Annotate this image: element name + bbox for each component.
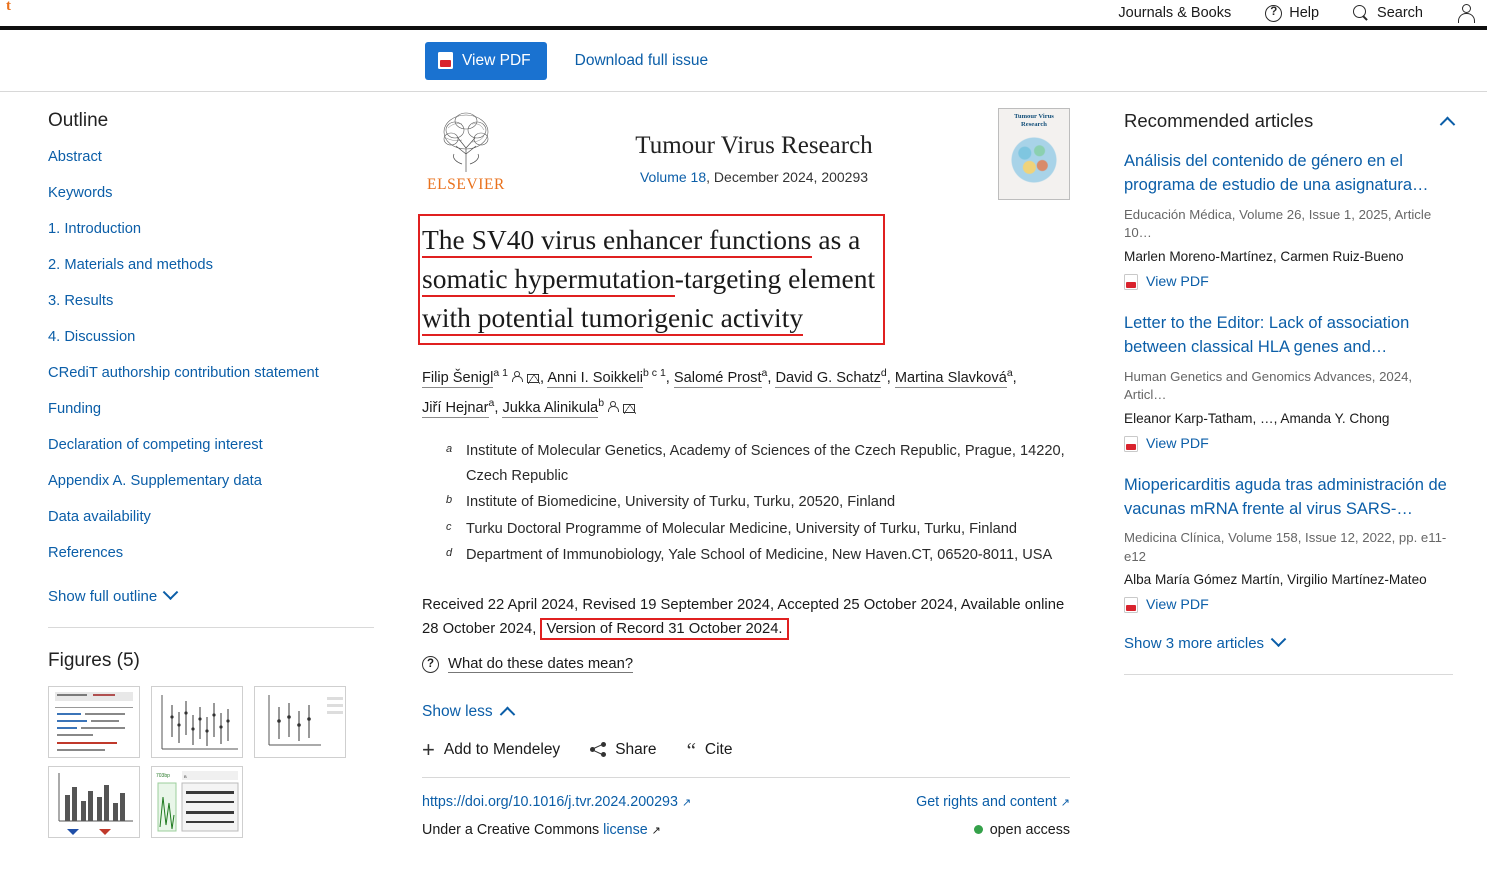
nav-help[interactable] <box>1265 5 1319 22</box>
brand-logo[interactable]: t <box>6 0 11 14</box>
author-affil-marker: d <box>880 367 887 380</box>
affiliation-text: Turku Doctoral Programme of Molecular Medicine, University of Turku, Turku, Finland <box>466 520 1017 537</box>
add-to-mendeley-button[interactable] <box>422 736 561 762</box>
author-profile-icon[interactable] <box>511 371 522 382</box>
collapse-chevron-up-icon[interactable] <box>1440 116 1456 132</box>
global-top-bar <box>0 0 1487 26</box>
license-text <box>422 822 661 838</box>
journal-title-block <box>510 108 998 185</box>
author-affil-marker: a 1 <box>493 367 508 380</box>
open-access-label: open access <box>989 821 1070 838</box>
recommended-title: Recommended articles <box>1124 110 1314 131</box>
article-title <box>422 220 875 337</box>
recommended-article-authors: Marlen Moreno-Martínez, Carmen Ruiz-Bueno <box>1124 248 1404 264</box>
figure-thumbnail-grid <box>48 686 374 838</box>
recommended-article-title[interactable]: Miopericarditis aguda tras administración de vacunas mRNA frente al virus SARS-… <box>1124 475 1447 518</box>
elsevier-tree-icon <box>426 108 506 174</box>
share-icon <box>590 742 606 757</box>
recommended-view-pdf-label: View PDF <box>1146 435 1209 452</box>
view-pdf-button[interactable] <box>425 42 547 80</box>
share-button[interactable] <box>590 741 656 759</box>
figure-thumbnail[interactable] <box>151 686 243 758</box>
svg-text:B: B <box>184 774 187 779</box>
external-link-icon: ↗ <box>651 824 661 837</box>
download-full-issue-link[interactable]: Download full issue <box>574 51 709 69</box>
journal-volume-rest: , December 2024, 200293 <box>706 169 869 185</box>
figures-title: Figures (5) <box>48 650 140 671</box>
author-affil-marker: a <box>1006 367 1013 380</box>
outline-item-results[interactable]: 3. Results <box>48 293 114 309</box>
journal-volume-link[interactable]: Volume 18 <box>639 169 707 185</box>
recommended-view-pdf-button[interactable] <box>1124 436 1453 452</box>
figure-thumbnail-graphic <box>255 687 346 758</box>
doi-text: https://doi.org/10.1016/j.tvr.2024.200293 <box>422 793 678 810</box>
nav-account[interactable] <box>1457 4 1475 22</box>
show-less-button[interactable] <box>422 703 1070 721</box>
license-link[interactable]: license <box>603 821 648 838</box>
recommended-article-meta: Human Genetics and Genomics Advances, 2024, Articl… <box>1124 368 1413 403</box>
recommended-article-meta: Medicina Clínica, Volume 158, Issue 12, 2022, pp. e11-e12 <box>1124 530 1447 564</box>
help-icon <box>1265 5 1282 22</box>
author-affil-marker: b <box>598 397 605 410</box>
open-access-dot-icon <box>974 825 983 834</box>
license-prefix: Under a Creative Commons <box>422 821 604 838</box>
publication-dates <box>422 594 1070 642</box>
article-title-segment-3: somatic hypermutation <box>422 263 675 297</box>
pdf-icon <box>438 52 453 69</box>
nav-help-label: Help <box>1289 5 1320 21</box>
external-link-icon: ↗ <box>681 796 692 809</box>
outline-item-materials-and-methods[interactable]: 2. Materials and methods <box>48 257 213 273</box>
article-title-segment-1: The SV40 virus enhancer functions <box>422 224 812 258</box>
affiliation-item <box>446 543 1070 568</box>
outline-item-competing-interest[interactable]: Declaration of competing interest <box>48 437 263 453</box>
outline-item-discussion[interactable]: 4. Discussion <box>48 329 136 345</box>
outline-list <box>48 148 374 562</box>
affiliation-text: Institute of Molecular Genetics, Academy of Sciences of the Czech Republic, Prague, 14220, Czech Republic <box>466 443 1065 485</box>
figure-thumbnail[interactable] <box>48 766 140 838</box>
version-of-record-highlight: Version of Record 31 October 2024. <box>540 618 788 640</box>
dates-explainer[interactable] <box>422 656 1070 673</box>
affiliation-text: Institute of Biomedicine, University of Turku, Turku, 20520, Finland <box>466 494 896 511</box>
author-list: Filip Šenigl$^{a 1}$ , Anni I. Soikkeli$^{b c 1}$, Salomé Prost$^a$, David G. Schatz$^d$, Martina Slavková$^a$, Jiří Hejnar$^a$, Jukka Alinikula$^b$ <box>422 367 1017 417</box>
author-name[interactable]: David G. Schatz <box>775 370 881 386</box>
outline-item-keywords[interactable]: Keywords <box>48 185 113 201</box>
license-row <box>422 822 1070 838</box>
sidebar-divider <box>48 627 374 628</box>
article-actions <box>422 736 1070 778</box>
doi-row <box>422 794 1070 810</box>
recommended-article-item <box>1124 474 1453 614</box>
show-less-label: Show less <box>422 702 493 720</box>
author-email-icon[interactable] <box>527 374 539 383</box>
recommended-article-title[interactable]: Letter to the Editor: Lack of association between classical HLA genes and… <box>1124 313 1410 356</box>
show-more-articles-button[interactable] <box>1124 635 1453 652</box>
elsevier-wordmark: ELSEVIER <box>427 176 505 193</box>
chevron-down-icon <box>1271 632 1287 648</box>
recommended-article-authors: Eleanor Karp-Tatham, …, Amanda Y. Chong <box>1124 410 1390 426</box>
author-name[interactable]: Salomé Prost <box>673 370 762 386</box>
cite-label: Cite <box>704 740 733 758</box>
svg-text:703bp: 703bp <box>156 773 170 779</box>
outline-item-credit-statement[interactable]: CRediT authorship contribution statement <box>48 365 319 381</box>
pdf-icon <box>1124 436 1138 452</box>
journal-header <box>422 108 1070 200</box>
recommended-view-pdf-label: View PDF <box>1146 597 1209 614</box>
author-name[interactable]: Jiří Hejnar <box>422 400 489 417</box>
outline-title: Outline <box>48 110 109 131</box>
recommended-article-item <box>1124 150 1453 290</box>
author-affil-marker: b c 1 <box>643 367 666 380</box>
publication-dates-text: Received 22 April 2024, Revised 19 September 2024, Accepted 25 October 2024, Available online 28 October 2024, <box>422 596 1065 637</box>
recommended-view-pdf-button[interactable] <box>1124 597 1453 613</box>
affiliation-marker: c <box>446 520 452 533</box>
author-email-icon[interactable] <box>623 404 635 413</box>
affiliation-marker: a <box>446 443 453 456</box>
pdf-icon <box>1124 274 1138 290</box>
person-icon <box>1457 4 1475 22</box>
article-title-highlight-box <box>418 214 885 345</box>
journal-cover-thumbnail[interactable] <box>998 108 1070 200</box>
figure-thumbnail[interactable] <box>151 766 243 838</box>
recommended-article-meta: Educación Médica, Volume 26, Issue 1, 2025, Article 10… <box>1124 206 1432 241</box>
affiliation-item <box>446 439 1070 489</box>
chevron-down-icon <box>163 584 179 600</box>
recommended-view-pdf-label: View PDF <box>1146 273 1209 290</box>
affiliation-list <box>446 439 1070 567</box>
recommended-article-title[interactable]: Análisis del contenido de género en el programa de estudio de una asignatura… <box>1124 152 1429 194</box>
affiliation-marker: d <box>446 546 453 559</box>
author-name[interactable]: Filip Šenigl <box>422 370 494 386</box>
figure-thumbnail[interactable] <box>254 686 346 758</box>
figure-thumbnail[interactable] <box>48 686 140 758</box>
open-access-badge <box>974 822 1070 838</box>
get-rights-and-content-link[interactable] <box>916 794 1070 810</box>
recommended-article-item <box>1124 312 1453 452</box>
journal-volume-line <box>510 169 998 185</box>
author-name[interactable]: Martina Slavková <box>894 370 1007 386</box>
recommended-view-pdf-button[interactable] <box>1124 274 1453 290</box>
figure-thumbnail-graphic <box>152 687 243 758</box>
article-title-segment-2: as a <box>811 224 861 255</box>
recommended-divider <box>1124 674 1453 675</box>
show-more-articles-label: Show 3 more articles <box>1124 635 1265 653</box>
share-label: Share <box>615 740 657 758</box>
elsevier-logo <box>422 108 510 194</box>
search-icon <box>1353 5 1370 22</box>
question-mark-icon <box>422 656 439 673</box>
dates-explainer-label: What do these dates mean? <box>448 655 634 672</box>
pdf-action-bar <box>0 30 1487 92</box>
recommended-article-authors: Alba María Gómez Martín, Virgilio Martínez-Mateo <box>1124 572 1427 588</box>
affiliation-marker: b <box>446 494 453 507</box>
pdf-icon <box>1124 597 1138 613</box>
article-title-segment-4: -targeting element <box>674 263 876 295</box>
affiliation-text: Department of Immunobiology, Yale School of Medicine, New Haven.CT, 06520-8011, USA <box>466 546 1053 563</box>
outline-item-data-availability[interactable]: Data availability <box>48 509 151 525</box>
page-body <box>0 92 1487 895</box>
author-affil-marker: a <box>488 397 495 410</box>
affiliation-item <box>446 490 1070 515</box>
outline-sidebar <box>0 92 400 895</box>
view-pdf-label: View PDF <box>462 51 531 69</box>
journal-cover-title: Tumour Virus Research <box>1014 113 1054 128</box>
outline-item-introduction[interactable]: 1. Introduction <box>48 221 142 237</box>
outline-item-supplementary-data[interactable]: Appendix A. Supplementary data <box>48 473 262 489</box>
figure-thumbnail-graphic <box>49 767 140 838</box>
doi-link[interactable] <box>422 794 691 810</box>
nav-journals-and-books[interactable] <box>1118 5 1231 21</box>
add-to-mendeley-label: Add to Mendeley <box>443 740 561 758</box>
article-main <box>400 92 1100 895</box>
recommended-articles-panel <box>1100 92 1487 895</box>
figure-thumbnail-graphic <box>49 687 140 758</box>
author-name[interactable]: Anni I. Soikkeli <box>547 370 644 386</box>
outline-item-abstract[interactable]: Abstract <box>48 149 102 165</box>
journal-name: Tumour Virus Research <box>635 132 873 159</box>
figure-thumbnail-graphic <box>152 767 243 838</box>
affiliation-item <box>446 517 1070 542</box>
nav-search-label: Search <box>1377 5 1423 21</box>
author-name[interactable]: Jukka Alinikula <box>502 400 599 417</box>
author-profile-icon[interactable] <box>607 401 618 412</box>
journal-cover-art <box>1011 137 1057 183</box>
outline-item-references[interactable]: References <box>48 545 124 561</box>
article-title-segment-5: with potential tumorigenic activity <box>422 302 803 336</box>
nav-search[interactable] <box>1353 5 1423 22</box>
external-link-icon: ↗ <box>1060 796 1070 809</box>
nav-journals-and-books-label: Journals & Books <box>1118 5 1232 21</box>
outline-item-funding[interactable]: Funding <box>48 401 102 417</box>
quote-icon: “ <box>686 737 696 762</box>
show-full-outline-button[interactable] <box>48 588 374 605</box>
cite-button[interactable] <box>686 737 733 762</box>
recommended-header <box>1124 110 1453 132</box>
show-full-outline-label: Show full outline <box>48 588 158 605</box>
get-rights-label: Get rights and content <box>916 793 1057 810</box>
chevron-up-icon <box>499 707 515 723</box>
plus-icon: + <box>422 736 435 762</box>
author-affil-marker: a <box>761 367 768 380</box>
